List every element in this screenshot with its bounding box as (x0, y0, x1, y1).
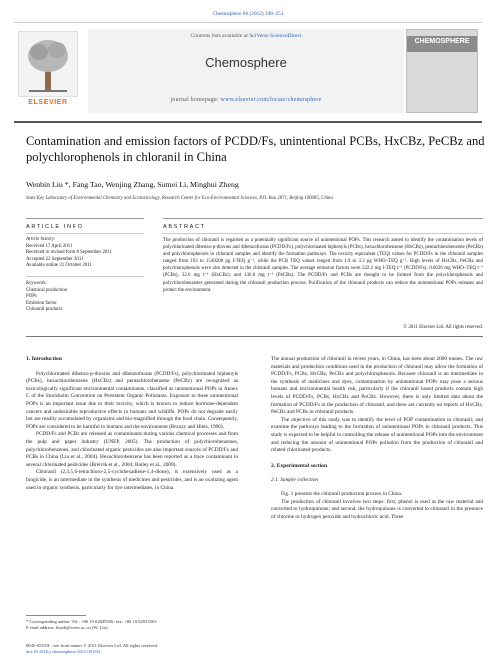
elsevier-tree-icon (18, 31, 78, 97)
corresponding-author: * Corresponding author. Tel.: +86 10 62849356; fax: +86 10 62923563. (26, 619, 158, 624)
article-history (26, 237, 144, 270)
body-paragraph: Polychlorinated dibenzo-p-dioxins and dibenzofurans (PCDD/Fs), polychlorinated biphenyls (PCBs), hexachlorobenzene (HxCBz) and pentachlorobenzene (PeCBz) are recognized as toxicologically significant environmental contaminants, classified as unintentional POPs in Annex C of the Stockholm Convention on Persistent Organic Pollutants. Exposure to these unintentional POPs is an important issue due to their toxicity, which is known to induce hormone-dependent cancers and undesirable reproductive effects in humans and wildlife. POPs do not degrade easily but are readily accumulated by organisms and bio-magnified through the food chain. Consequently, POPs are considered to be harmful to humans and the environment (Brzuzy and Hites, 1996). (26, 370, 238, 430)
keyword-item: POPs (26, 294, 37, 300)
journal-banner (88, 29, 404, 113)
journal-header (14, 22, 482, 123)
body-paragraph: The objective of this study was to identify the level of POP contamination in chloranil; and examine the pathways leading to the formation of unintentional POPs in chloranil products. This study is expected to be helpful in controlling the release of unintentional POPs into the environment and reducing the amount of unintentional POPs pollution from the production of chloranil and related chlorinated products. (271, 416, 483, 454)
elsevier-logo[interactable] (18, 31, 78, 109)
homepage-line (88, 97, 404, 103)
page-footer (26, 643, 158, 655)
journal-reference[interactable]: Chemosphere 86 (2012) 248–251 (212, 11, 284, 17)
body-divider (26, 336, 483, 337)
publisher-logo-text: ELSEVIER (28, 99, 68, 106)
contents-line (88, 33, 404, 39)
doi-link[interactable]: doi:10.1016/j.chemosphere.2011.09.034 (26, 649, 100, 654)
info-rule (26, 218, 144, 219)
sciencedirect-link[interactable]: SciVerse ScienceDirect (249, 33, 302, 39)
footnote-rule (26, 615, 86, 616)
experimental-heading: 2. Experimental section (271, 462, 328, 469)
sample-collection-heading: 2.1. Sample collection (271, 477, 319, 484)
homepage-link[interactable]: www.elsevier.com/locate/chemosphere (220, 97, 322, 103)
affiliation: State Key Laboratory of Environmental Chemistry and Ecotoxicology, Research Center for Eco-Environmental Sciences, P.O. Box 2871, Beijing 100085, China (26, 196, 333, 201)
left-column (26, 356, 238, 492)
intro-heading: 1. Introduction (26, 356, 62, 362)
body-paragraph: The annual production of chloranil in recent years, in China, has been about 2000 tonnes. The raw materials and production conditions used in the production of chloranil may allow the formation of PCDD/Fs, PCBs, HxCBz, PeCBz and polychlorophenols. Because chloranil is an intermediate in the synthesis of medicines and dyes, contamination by unintentional POPs may pose a serious humans and environmental health risk, particularly if the chloranil based products contain high levels of PCDD/Fs, PCBs, HxCBz and PeCBz. However, there is only limited data about the formation of PCDD/Fs in the production of chloranil, and there are currently no reports of HxCBz, PeCBz and PCBs in chloranil products. (271, 356, 483, 416)
info-subrule (26, 233, 144, 234)
article-info-heading: ARTICLE INFO (26, 224, 84, 230)
body-paragraph: PCDD/Fs and PCBs are released as contaminants during various chemical processes and from the pulp and paper industry (UNEP, 2005). The production of polychlorobenzenes, polychlorobenzenes, and chlorinated organic pesticides are also important sources of PCDD/Fs and PCBs in China (Liu et al., 2004). Hexachlorobenzene has been reported as a trace contaminant in several chlorinated pesticides (Breivik et al., 2004; Bailey et al., 2009). (26, 431, 238, 468)
author-list: Wenbin Liu *, Fang Tao, Wenjing Zhang, Sumei Li, Minghui Zheng (26, 180, 239, 189)
keywords-label: Keywords: (26, 281, 48, 286)
abstract-rule (163, 218, 483, 219)
body-paragraph: Chloranil (2,3,5,6-tetrachloro-2,5-cyclohexadiene-1,4-dione), is extensively used as a fungicide, is an intermediate in the synthesis of medicines and pesticides, and is an oxidizing agent used in organic synthesis, particularly for dye intermediates, in China. (26, 469, 238, 491)
history-item: Received in revised form 8 September 2011 (26, 250, 112, 256)
email-address[interactable]: E-mail address: liuwb@rcees.ac.cn (W. Liu). (26, 625, 109, 631)
article-title: Contamination and emission factors of PCDD/Fs, unintentional PCBs, HxCBz, PeCBz and polychlorophenols in chloranil in China (26, 134, 485, 164)
issn-line: 0045-6535/$ - see front matter © 2011 Elsevier Ltd. All rights reserved. (26, 643, 159, 648)
keywords (26, 281, 144, 314)
keyword-item: Emission factor (26, 300, 57, 306)
journal-title: Chemosphere (205, 55, 287, 70)
body-paragraph: Fig. 1 presents the chloranil production process in China. (281, 490, 403, 497)
keyword-item: Chemical production (26, 287, 68, 293)
history-item: Received 17 April 2011 (26, 243, 73, 249)
history-item: Accepted 22 September 2011 (26, 256, 84, 262)
body-paragraph: The production of chloranil involves two steps: first, phenol is used as the raw material and converted to hydroquinone; and second, the hydroquinone is converted to chloranil in the presence of chlorine or hydrogen peroxide and hydrochloric acid. Three (271, 498, 483, 520)
homepage-prefix: journal homepage: (170, 97, 221, 103)
keywords-rule (26, 276, 144, 277)
footnote (26, 619, 238, 631)
cover-label: CHEMOSPHERE (414, 38, 470, 45)
right-column (271, 356, 483, 521)
contents-prefix: Contents lists available at (190, 33, 250, 39)
copyright: © 2011 Elsevier Ltd. All rights reserved. (403, 325, 483, 330)
abstract-text: The production of chloranil is regarded as a potentially significant source of unintentional POPs. This research aimed to identify the contamination levels of polychlorinated dibenzo-p-dioxins and dibenzofurans (PCDD/Fs), polychlorinated biphenyls (PCBs), hexachlorobenzene (HxCBz), pentachlorobenzene (PeCBz) and polychlorophenols in chloranil samples and identify the formation pathways. The toxicity equivalent (TEQ) values for PCDD/Fs in the chloranil samples ranged from 163 to 1540200 pg I-TEQ g⁻¹, while the PCB TEQ values ranged from 1.9 to 3.3 pg WHO–TEQ g⁻¹. High levels of HxCBz, PeCBz and polychlorophenols were also detected in the chloranil samples. The average emission factors were 522.2 mg I-TEQ t⁻¹ (PCDD/Fs), 0.0026 mg WHO–TEQ t⁻¹ (PCBs), 32.6 mg t⁻¹ (HxCBz), and 136.6 mg t⁻¹ (PeCBz). The PCDD/Fs and PCBs are thought to be formed from the polychlorophenols and polychlorobenzenes generated during the chloranil production process. Purification of the chloranil products can reduce the unintentional POPs releases and protect the environment. (163, 238, 483, 293)
journal-cover (406, 29, 478, 113)
history-label: Article history: (26, 237, 56, 242)
history-item: Available online 21 October 2011 (26, 263, 93, 269)
keyword-item: Chloranil products (26, 307, 63, 313)
abstract-subrule (163, 233, 483, 234)
abstract-heading: ABSTRACT (163, 224, 206, 230)
